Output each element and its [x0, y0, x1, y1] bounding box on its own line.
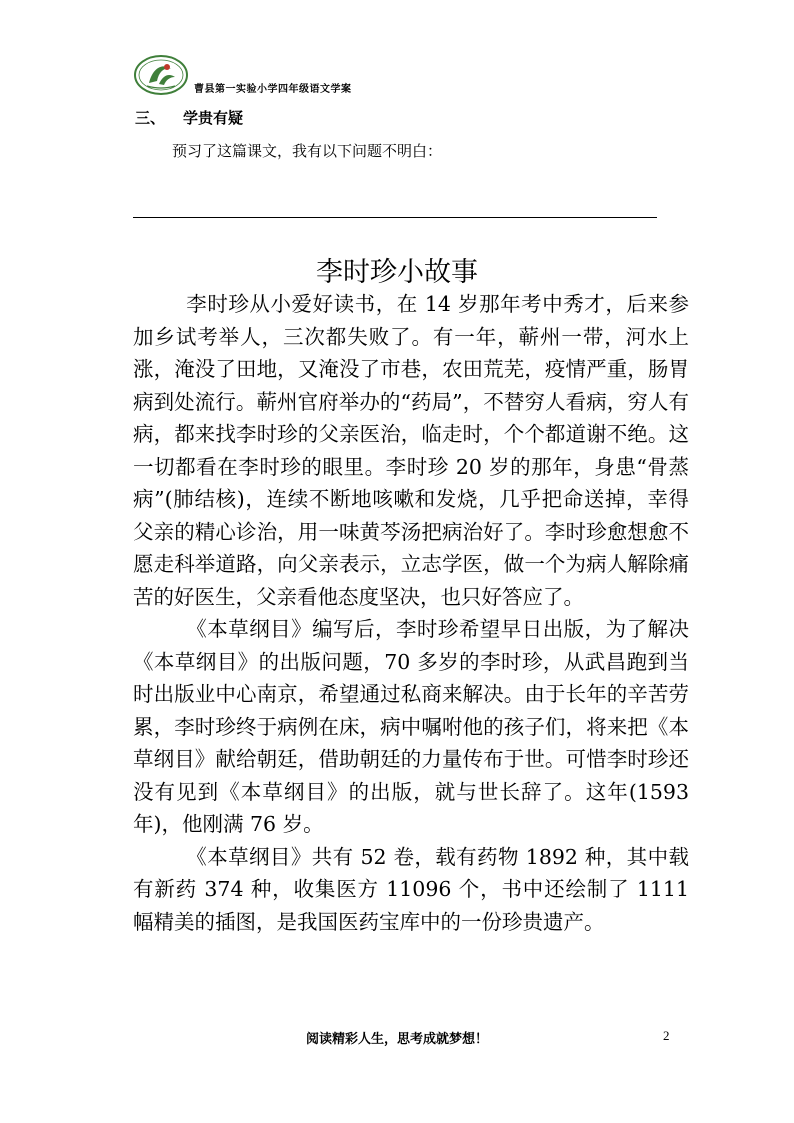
school-logo: [133, 53, 189, 97]
page-number: 2: [663, 1028, 670, 1043]
footer-slogan: 阅读精彩人生，思考成就梦想！: [305, 1032, 488, 1047]
section-number: 三、: [135, 109, 166, 127]
story-paragraph: 《本草纲目》编写后，李时珍希望早日出版，为了解决《本草纲目》的出版问题，70 多岁的李时珍，从武昌跑到当时出版业中心南京，希望通过私商来解决。由于长年的辛苦劳累，李时珍终于病例在床，病中嘱咐他的孩子们，将来把《本草纲目》献给朝廷，借助朝廷的力量传布于世。可惜李时珍还没有见到《本草纲目》的出版，就与世长辞了。这年(1593 年)，他刚满 76 岁。: [133, 617, 689, 836]
story-title: 李时珍小故事: [316, 257, 478, 288]
story-body: [133, 288, 689, 938]
school-name: 曹县第一实验小学四年级语文学案: [194, 84, 352, 95]
section-heading: [135, 107, 243, 128]
question-prompt: 预习了这篇课文，我有以下问题不明白：: [172, 142, 443, 160]
section-title: 学贵有疑: [183, 109, 244, 127]
story-paragraph: 李时珍从小爱好读书，在 14 岁那年考中秀才，后来参加乡试考举人，三次都失败了。有一年，蕲州一带，河水上涨，淹没了田地，又淹没了市巷，农田荒芜，疫情严重，肠胃病到处流行。蕲州官府举办的“药局”，不替穷人看病，穷人有病，都来找李时珍的父亲医治，临走时，个个都道谢不绝。这一切都看在李时珍的眼里。李时珍 20 岁的那年，身患“骨蒸病”(肺结核)，连续不断地咳嗽和发烧，几乎把命送掉，幸得父亲的精心诊治，用一味黄芩汤把病治好了。李时珍愈想愈不愿走科举道路，向父亲表示，立志学医，做一个为病人解除痛苦的好医生，父亲看他态度坚决，也只好答应了。: [133, 292, 689, 609]
story-paragraph: 《本草纲目》共有 52 卷，载有药物 1892 种，其中载有新药 374 种，收集医方 11096 个，书中还绘制了 1111 幅精美的插图，是我国医药宝库中的一份珍贵遗产。: [133, 844, 689, 934]
answer-line: [133, 217, 657, 218]
